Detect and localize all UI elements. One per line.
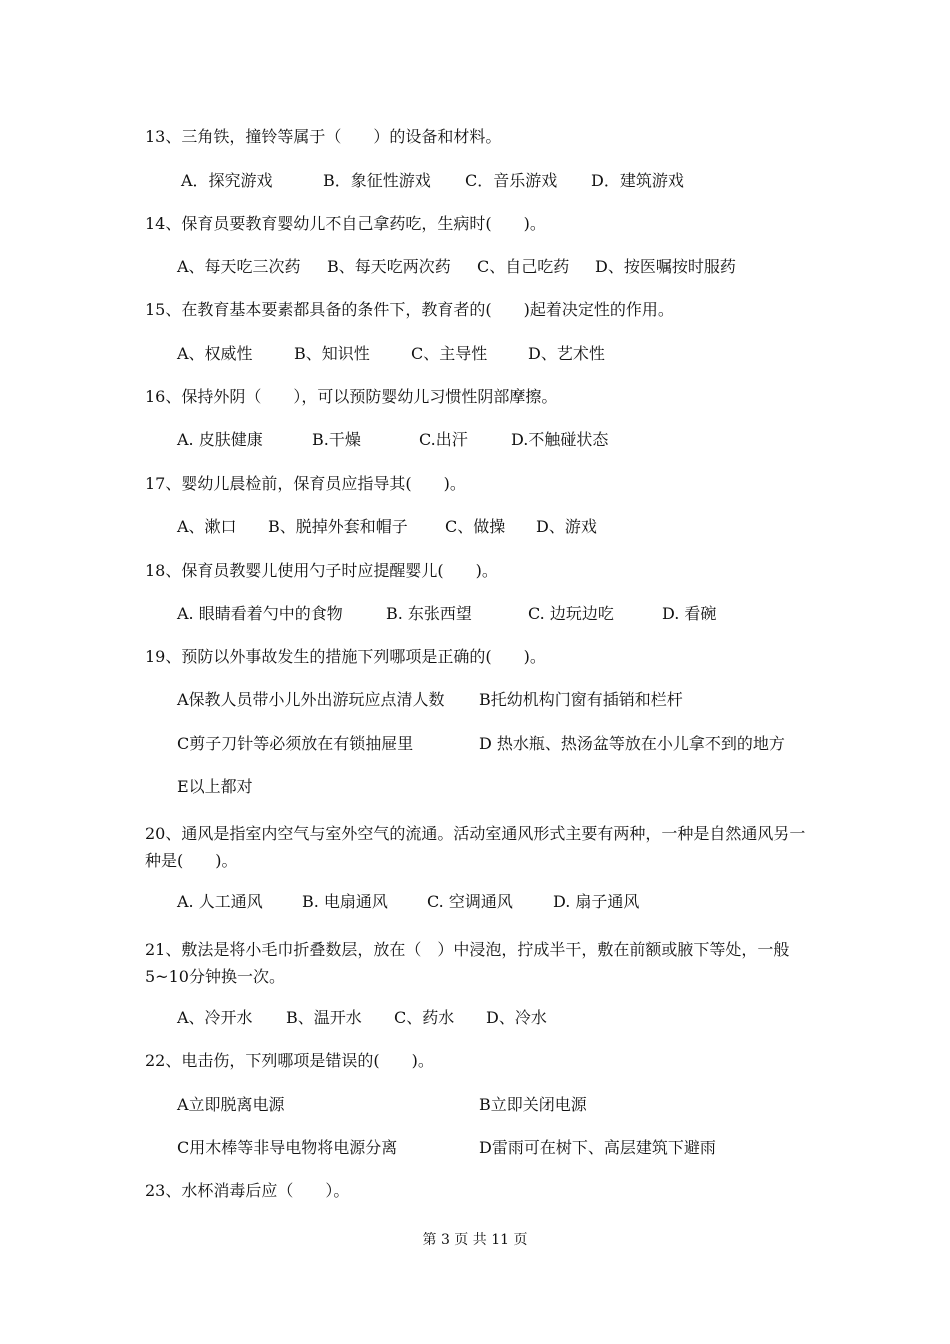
option-c: C．音乐游戏 bbox=[465, 171, 558, 190]
option-c: C剪子刀针等必须放在有锁抽屉里 bbox=[177, 734, 414, 753]
option-d: D 热水瓶、热汤盆等放在小儿拿不到的地方 bbox=[479, 734, 785, 753]
question-13: 13、三角铁，撞铃等属于（ ）的设备和材料。 bbox=[145, 127, 502, 146]
question-14: 14、保育员要教育婴幼儿不自己拿药吃，生病时( )。 bbox=[145, 214, 546, 233]
option-d: D雷雨可在树下、高层建筑下避雨 bbox=[479, 1138, 716, 1157]
option-b: B. 东张西望 bbox=[386, 604, 472, 623]
option-b: B、脱掉外套和帽子 bbox=[268, 517, 408, 536]
option-a: A．探究游戏 bbox=[181, 171, 273, 190]
option-e: E以上都对 bbox=[177, 777, 253, 796]
option-c: C、药水 bbox=[394, 1008, 455, 1027]
option-d: D. 扇子通风 bbox=[553, 892, 640, 911]
question-17: 17、婴幼儿晨检前，保育员应指导其( )。 bbox=[145, 474, 466, 493]
question-19: 19、预防以外事故发生的措施下列哪项是正确的( )。 bbox=[145, 647, 546, 666]
option-d: D、按医嘱按时服药 bbox=[595, 257, 736, 276]
option-b: B立即关闭电源 bbox=[479, 1095, 587, 1114]
page-number-footer: 第 3 页 共 11 页 bbox=[422, 1232, 528, 1248]
option-a: A、每天吃三次药 bbox=[177, 257, 301, 276]
option-c: C、做操 bbox=[445, 517, 506, 536]
option-a: A. 皮肤健康 bbox=[177, 430, 263, 449]
option-d: D．建筑游戏 bbox=[591, 171, 684, 190]
option-a: A. 人工通风 bbox=[177, 892, 263, 911]
option-d: D、游戏 bbox=[536, 517, 597, 536]
question-21: 21、敷法是将小毛巾折叠数层，放在（ ）中浸泡，拧成半干，敷在前额或腋下等处，一般5~10分钟换一次。 bbox=[145, 940, 790, 986]
question-18: 18、保育员教婴儿使用勺子时应提醒婴儿( )。 bbox=[145, 561, 498, 580]
option-d: D、艺术性 bbox=[528, 344, 605, 363]
option-b: B、每天吃两次药 bbox=[327, 257, 451, 276]
question-23: 23、水杯消毒后应（ ）。 bbox=[145, 1181, 350, 1200]
option-d: D. 看碗 bbox=[662, 604, 717, 623]
question-20: 20、通风是指室内空气与室外空气的流通。活动室通风形式主要有两种，一种是自然通风另一种是( )。 bbox=[145, 824, 806, 870]
option-c: C、主导性 bbox=[411, 344, 488, 363]
option-b: B、知识性 bbox=[294, 344, 370, 363]
option-c: C. 边玩边吃 bbox=[528, 604, 614, 623]
option-c: C、自己吃药 bbox=[477, 257, 570, 276]
option-d: D.不触碰状态 bbox=[511, 430, 609, 449]
option-a: A、漱口 bbox=[177, 517, 237, 536]
option-a: A、冷开水 bbox=[177, 1008, 253, 1027]
option-c: C.出汗 bbox=[419, 430, 468, 449]
option-a: A立即脱离电源 bbox=[177, 1095, 285, 1114]
question-22: 22、电击伤，下列哪项是错误的( )。 bbox=[145, 1051, 434, 1070]
option-b: B、温开水 bbox=[286, 1008, 362, 1027]
question-16: 16、保持外阴（ ），可以预防婴幼儿习惯性阴部摩擦。 bbox=[145, 387, 558, 406]
option-c: C. 空调通风 bbox=[427, 892, 513, 911]
option-a: A保教人员带小儿外出游玩应点清人数 bbox=[177, 690, 445, 709]
option-b: B.干燥 bbox=[312, 430, 361, 449]
option-d: D、冷水 bbox=[486, 1008, 547, 1027]
option-b: B. 电扇通风 bbox=[302, 892, 388, 911]
option-c: C用木棒等非导电物将电源分离 bbox=[177, 1138, 398, 1157]
option-b: B．象征性游戏 bbox=[323, 171, 431, 190]
option-b: B托幼机构门窗有插销和栏杆 bbox=[479, 690, 683, 709]
question-15: 15、在教育基本要素都具备的条件下，教育者的( )起着决定性的作用。 bbox=[145, 300, 674, 319]
option-a: A. 眼睛看着勺中的食物 bbox=[177, 604, 343, 623]
option-a: A、权威性 bbox=[177, 344, 253, 363]
